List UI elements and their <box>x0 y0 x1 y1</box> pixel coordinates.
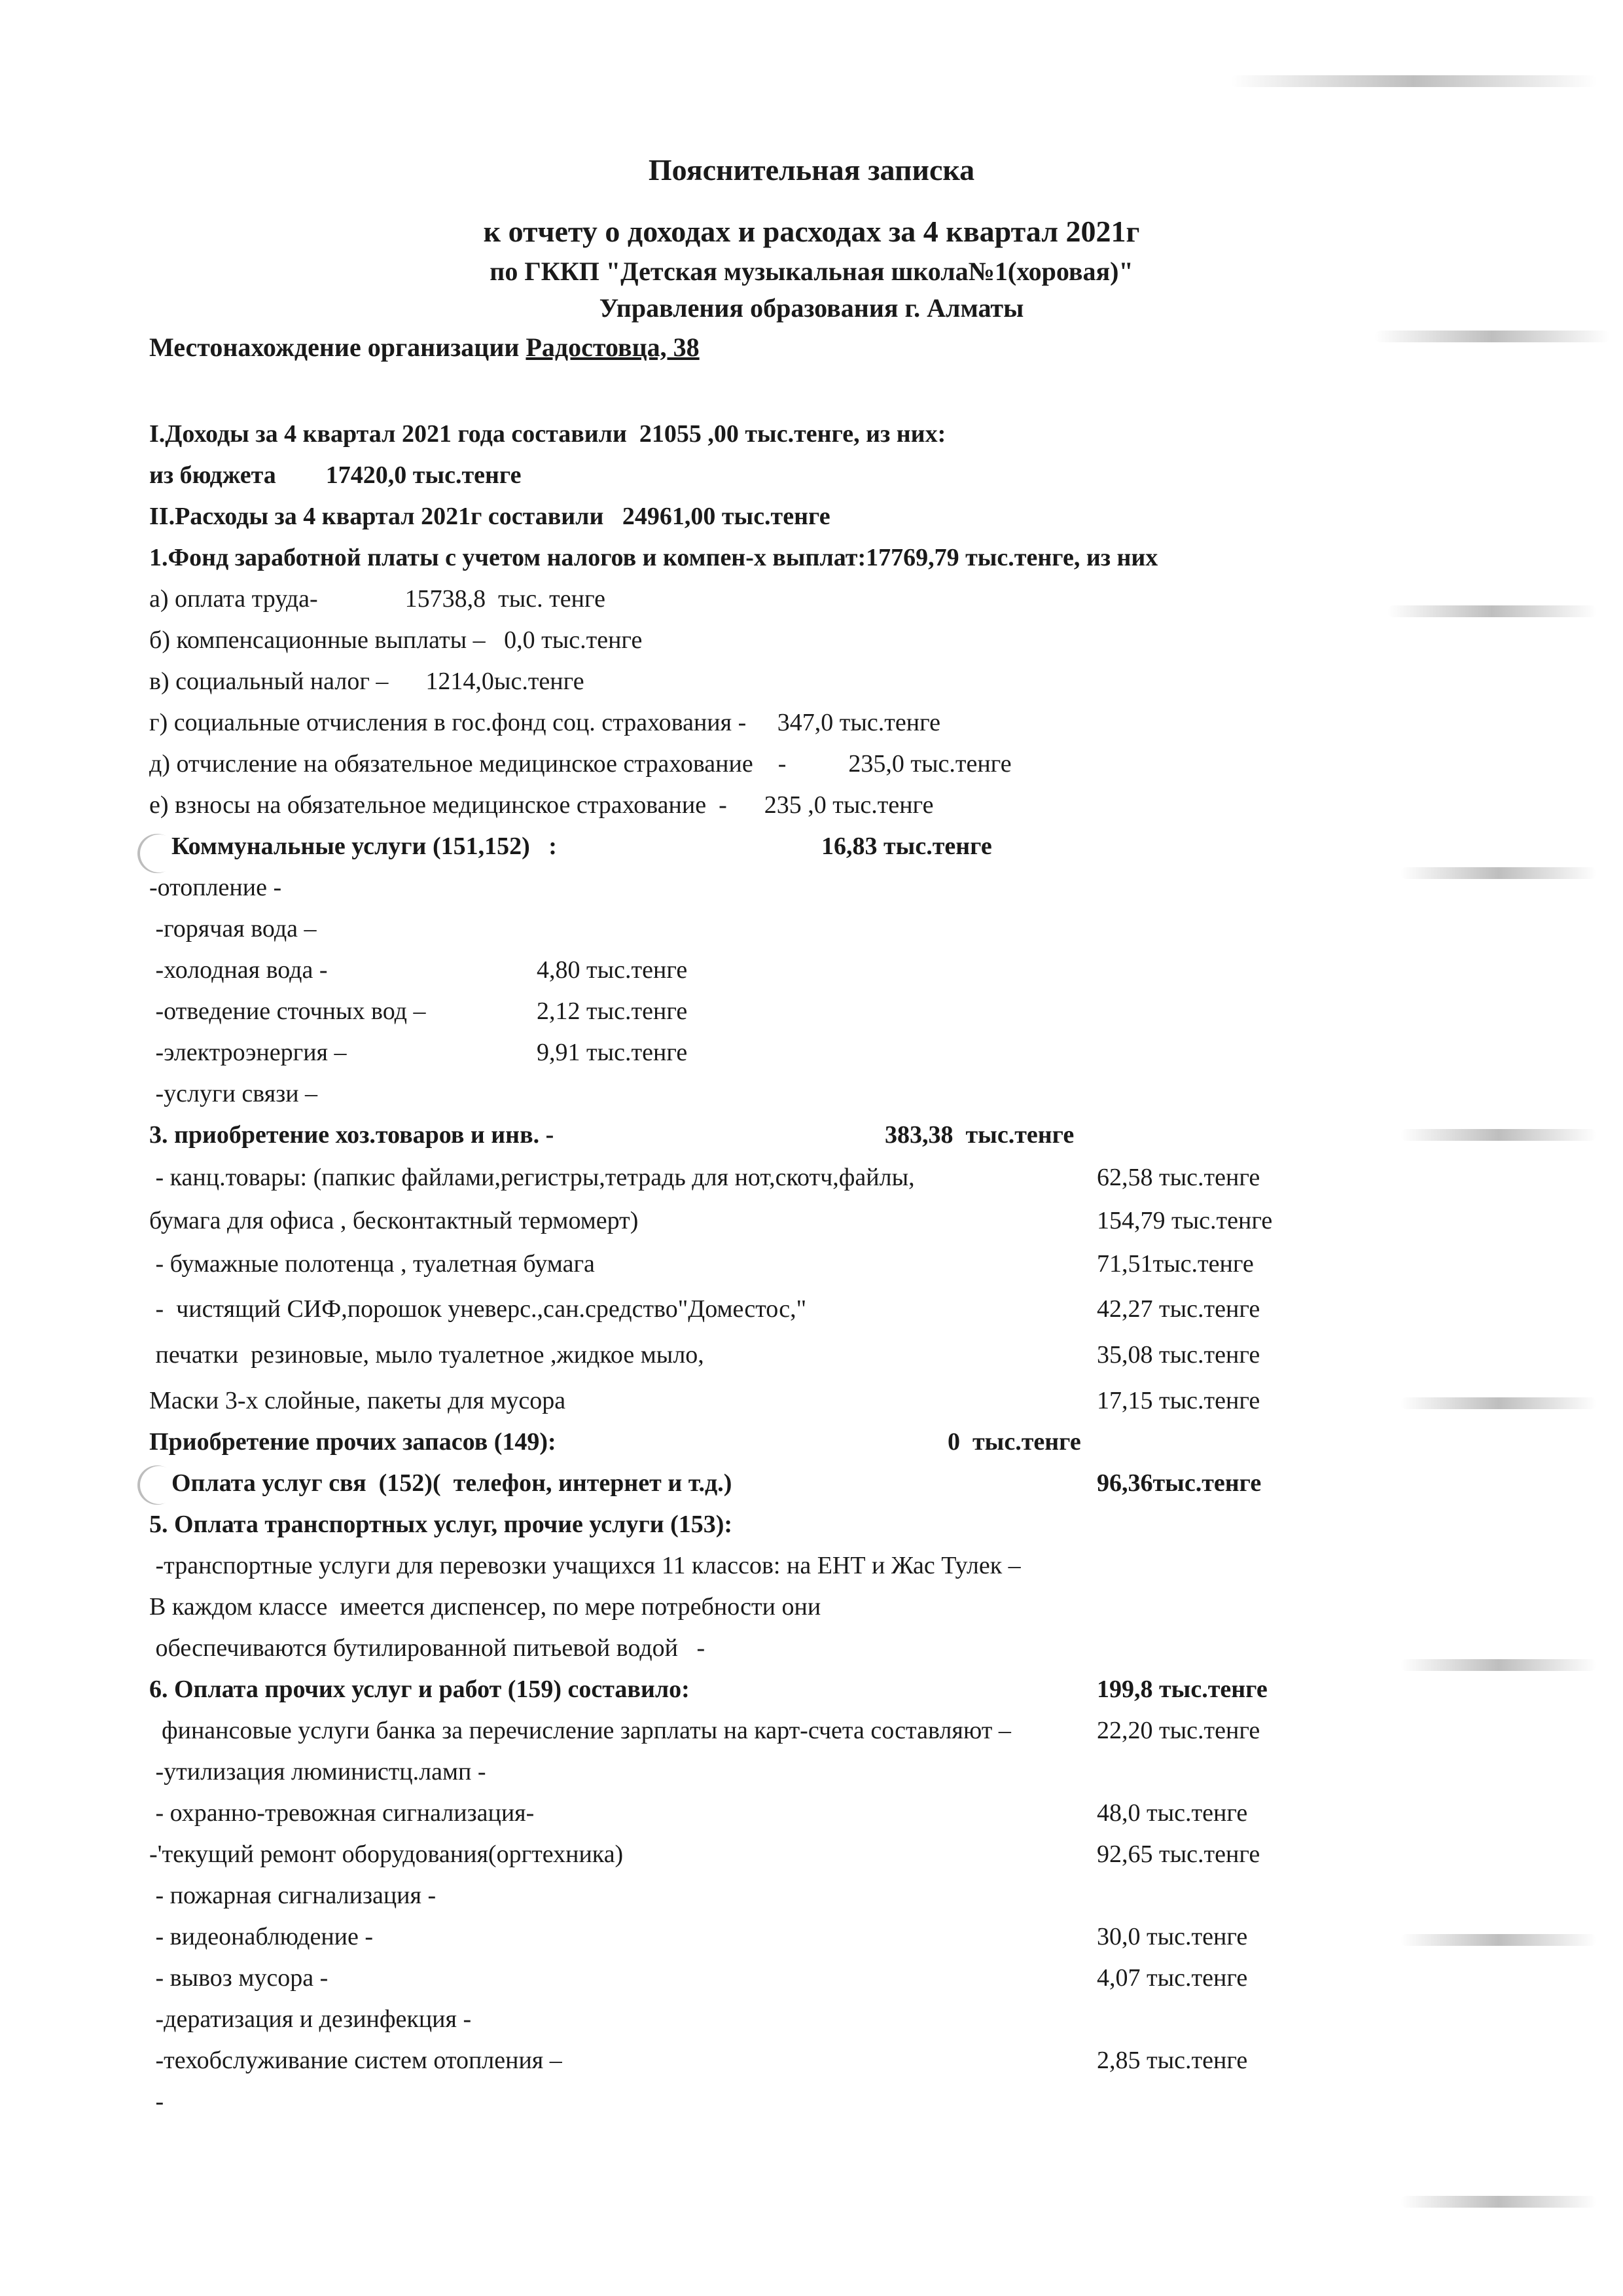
transport-heading: 5. Оплата транспортных услуг, прочие услуги (153): <box>149 1511 733 1538</box>
supplies-heading: 3. приобретение хоз.товаров и инв. - <box>149 1121 554 1149</box>
supply-label: бумага для офиса , бесконтактный термомерт) <box>149 1207 639 1234</box>
supply-label: печатки резиновые, мыло туалетное ,жидкое мыло, <box>149 1341 704 1369</box>
services-amount: 199,8 тыс.тенге <box>1097 1676 1268 1703</box>
service-label: - <box>149 2088 164 2115</box>
location-value: Радостовца, 38 <box>526 332 700 362</box>
transport-line: обеспечиваются бутилированной питьевой водой - <box>149 1634 705 1662</box>
scan-smudge <box>1400 1129 1597 1141</box>
service-label: - видеонаблюдение - <box>149 1923 374 1950</box>
utility-label: -горячая вода – <box>149 915 317 942</box>
service-amount: 22,20 тыс.тенге <box>1097 1717 1260 1744</box>
payroll-item: г) социальные отчисления в гос.фонд соц. страхования - 347,0 тыс.тенге <box>149 709 941 736</box>
service-label: - вывоз мусора - <box>149 1964 329 1992</box>
income-total: I.Доходы за 4 квартал 2021 года составили 21055 ,00 тыс.тенге, из них: <box>149 420 946 448</box>
service-label: -'текущий ремонт оборудования(оргтехника) <box>149 1840 624 1868</box>
service-label: - пожарная сигнализация - <box>149 1882 437 1909</box>
utility-label: -электроэнергия – <box>149 1039 347 1066</box>
scan-smudge <box>1400 1934 1597 1946</box>
service-label: -дератизация и дезинфекция - <box>149 2005 472 2033</box>
service-amount: 92,65 тыс.тенге <box>1097 1840 1260 1868</box>
supply-label: Маски 3-х слойные, пакеты для мусора <box>149 1387 566 1414</box>
utility-amount: 9,91 тыс.тенге <box>537 1039 688 1066</box>
payroll-heading: 1.Фонд заработной платы с учетом налогов и компен-х выплат:17769,79 тыс.тенге, из них <box>149 544 1158 571</box>
scan-smudge <box>1400 2196 1597 2208</box>
service-amount: 4,07 тыс.тенге <box>1097 1964 1248 1992</box>
scan-smudge <box>1230 75 1597 87</box>
utilities-amount: 16,83 тыс.тенге <box>821 833 992 860</box>
scan-smudge <box>1374 331 1610 342</box>
document-subtitle: к отчету о доходах и расходах за 4 квартал 2021г <box>483 215 1140 248</box>
transport-line: -транспортные услуги для перевозки учащихся 11 классов: на ЕНТ и Жас Тулек – <box>149 1552 1021 1579</box>
supply-label: - бумажные полотенца , туалетная бумага <box>149 1250 595 1278</box>
payroll-item: д) отчисление на обязательное медицинское страхование - 235,0 тыс.тенге <box>149 750 1012 778</box>
service-label: -техобслуживание систем отопления – <box>149 2047 562 2074</box>
department-name: Управления образования г. Алматы <box>599 293 1024 323</box>
utility-label: -холодная вода - <box>149 956 328 984</box>
utility-amount: 4,80 тыс.тенге <box>537 956 688 984</box>
document-title: Пояснительная записка <box>648 153 975 187</box>
utilities-heading: Коммунальные услуги (151,152) : <box>171 833 557 860</box>
utility-amount: 2,12 тыс.тенге <box>537 997 688 1025</box>
service-label: -утилизация люминистц.ламп - <box>149 1758 486 1785</box>
other-stock-amount: 0 тыс.тенге <box>948 1428 1081 1456</box>
utility-label: -отопление - <box>149 874 282 901</box>
utility-label: -отведение сточных вод – <box>149 997 426 1025</box>
location-line <box>149 332 700 363</box>
service-amount: 2,85 тыс.тенге <box>1097 2047 1248 2074</box>
expenses-total: II.Расходы за 4 квартал 2021г составили 24961,00 тыс.тенге <box>149 503 830 530</box>
supply-amount: 42,27 тыс.тенге <box>1097 1295 1260 1323</box>
supply-amount: 62,58 тыс.тенге <box>1097 1164 1260 1191</box>
supply-label: - чистящий СИФ,порошок уневерс.,сан.средство"Доместос," <box>149 1295 807 1323</box>
income-budget: из бюджета 17420,0 тыс.тенге <box>149 461 522 489</box>
supply-label: - канц.товары: (папкис файлами,регистры,тетрадь для нот,скотч,файлы, <box>149 1164 915 1191</box>
supply-amount: 17,15 тыс.тенге <box>1097 1387 1260 1414</box>
supplies-amount: 383,38 тыс.тенге <box>885 1121 1075 1149</box>
service-label: финансовые услуги банка за перечисление зарплаты на карт-счета составляют – <box>149 1717 1011 1744</box>
utility-label: -услуги связи – <box>149 1080 318 1107</box>
service-label: - охранно-тревожная сигнализация- <box>149 1799 535 1827</box>
service-amount: 30,0 тыс.тенге <box>1097 1923 1248 1950</box>
transport-line: В каждом классе имеется диспенсер, по мере потребности они <box>149 1593 821 1621</box>
other-stock-heading: Приобретение прочих запасов (149): <box>149 1428 556 1456</box>
scan-smudge <box>1400 1659 1597 1671</box>
location-label: Местонахождение организации <box>149 332 526 362</box>
scan-smudge <box>1400 867 1597 879</box>
scan-smudge <box>1400 1397 1597 1409</box>
payroll-item: а) оплата труда- 15738,8 тыс. тенге <box>149 585 605 613</box>
scan-smudge <box>1387 605 1597 617</box>
payroll-item: е) взносы на обязательное медицинское страхование - 235 ,0 тыс.тенге <box>149 791 934 819</box>
supply-amount: 35,08 тыс.тенге <box>1097 1341 1260 1369</box>
service-amount: 48,0 тыс.тенге <box>1097 1799 1248 1827</box>
organization-name: по ГККП "Детская музыкальная школа№1(хоровая)" <box>490 257 1133 286</box>
payroll-item: б) компенсационные выплаты – 0,0 тыс.тенге <box>149 626 643 654</box>
payroll-item: в) социальный налог – 1214,0ыс.тенге <box>149 668 584 695</box>
supply-amount: 154,79 тыс.тенге <box>1097 1207 1273 1234</box>
supply-amount: 71,51тыс.тенге <box>1097 1250 1254 1278</box>
services-heading: 6. Оплата прочих услуг и работ (159) составило: <box>149 1676 690 1703</box>
comm-heading: Оплата услуг свя (152)( телефон, интернет и т.д.) <box>171 1469 732 1497</box>
comm-amount: 96,36тыс.тенге <box>1097 1469 1262 1497</box>
